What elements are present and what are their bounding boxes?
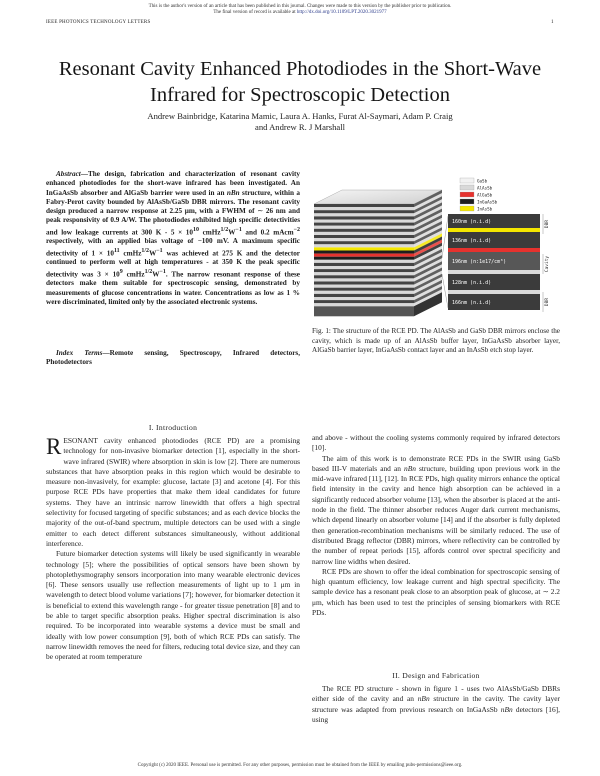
legend-swatch — [460, 192, 474, 197]
layer-stack — [314, 190, 442, 316]
legend-label: GaSb — [477, 178, 488, 184]
abstract-exp: −1 — [156, 247, 163, 254]
abstract-text-5: was achieved at 275 K and the detector continued to perform well at high temperatures - at 350 K the peak specific detectivity was 3 × 10 — [46, 249, 300, 279]
inassb-strip — [448, 228, 540, 232]
algasb-strip — [448, 248, 540, 252]
layer-thickness-label: 128nm (n.i.d) — [452, 280, 492, 286]
region-label: DBR — [545, 219, 550, 229]
material-legend — [460, 178, 498, 212]
stack-layer-front — [314, 282, 414, 285]
stack-layer-front — [314, 220, 414, 223]
layer-thickness-label: 160nm (n.i.d) — [452, 219, 492, 225]
abstract-label: Abstract — [56, 170, 81, 178]
stack-layer-front — [314, 247, 414, 250]
running-head: IEEE PHOTONICS TECHNOLOGY LETTERS — [46, 20, 151, 25]
stack-layer-front — [314, 213, 414, 216]
publication-notice: This is the author's version of an article that has been published in this journal. Changes were made to this version by the publisher prior to publication. — [148, 4, 452, 9]
stack-layer-front — [314, 216, 414, 219]
abstract-text-6: . The narrow resonant response of these detectors make them suitable for spectroscopic sensing, demonstrated by measurements of glucose concentrations in water. Concentrations as low as 1 % were discriminated, limited only by the associated electronic systems. — [46, 270, 300, 307]
substrate-front — [314, 306, 414, 316]
right-column-body — [312, 433, 560, 618]
stack-layer-front — [314, 254, 414, 257]
section-heading-introduction: I. Introduction — [148, 423, 198, 432]
stack-layer-front — [314, 275, 414, 278]
right-paragraph-2 — [312, 454, 560, 567]
stack-layer-front — [314, 288, 414, 291]
abstract-exp: 1/2 — [144, 268, 153, 275]
stack-layer-front — [314, 263, 414, 266]
abstract-nbn: nBn — [226, 188, 240, 197]
stack-layer-front — [314, 285, 414, 288]
device-structure-diagram — [293, 172, 560, 327]
section-heading-design: II. Design and Fabrication — [392, 671, 480, 680]
drop-cap: R — [46, 434, 62, 459]
stack-layer-front — [314, 303, 414, 306]
nbn-term: nBn — [417, 694, 430, 704]
authors-line-2: and Andrew R. J Marshall — [255, 122, 345, 132]
legend-swatch — [460, 206, 474, 211]
final-version-text: The final version of record is available at — [213, 10, 296, 15]
index-terms-label: Index Terms — [56, 349, 103, 357]
layer-thickness-label: 136nm (n.i.d) — [452, 238, 492, 244]
abstract-unit: cmHz — [119, 249, 142, 258]
region-label: Cavity — [545, 255, 550, 273]
stack-layer-front — [314, 269, 414, 272]
abstract-text-3: and 0.2 mAcm — [241, 228, 294, 237]
abstract-text-2: structure, within a Fabry-Perot cavity bounded by AlAsSb/GaSb DBR mirrors. The resonant cavity design produced a narrow response at 2.25 μm, with a FWHM of ∼ 26 nm and peak responsivity of 0.9 A/W. The photodiodes exhibited high specific detectivities and low leakage currents at 300 K - 5 × 10 — [46, 188, 300, 237]
stack-layer-front — [314, 226, 414, 229]
stack-layer-front — [314, 278, 414, 281]
abstract-unit: cmHz — [198, 228, 221, 237]
intro-paragraph-1 — [46, 436, 300, 549]
stack-layer-front — [314, 300, 414, 303]
intro-paragraph-2: Future biomarker detection systems will likely be used significantly in wearable technology [5]; where the possibilities of optical sensors have been shown by photoplethysmography sensors incorporation into many wearable electronic devices [6]. These sensors usually use reflection measurements of light up to 1 μm in wavelength to detect blood volume variations [7]; however, for biomarker detection it is beneficial to extend this wavelength range - for greater tissue penetration [8] and to be able to target specific absorption peaks. Higher spectral discrimination is also required. To be incorporated into wearable systems a device must be small and ideally with low power consumption [9], both of which RCE PDs can satisfy. The narrow linewidth removes the need for filters, reducing total device size, and they can be operated at room temperature — [46, 549, 300, 662]
right-paragraph-1: and above - without the cooling systems commonly required by infrared detectors [10]. — [312, 433, 560, 453]
doi-link[interactable]: http://dx.doi.org/10.1109/LPT.2020.3021977 — [296, 10, 387, 15]
stack-layer-front — [314, 229, 414, 232]
design-paragraph-1 — [312, 684, 560, 725]
abstract-exp: −2 — [293, 226, 300, 233]
index-terms — [46, 349, 300, 368]
design-text-b: structure in the cavity. The cavity layer structure was adapted from previous research on InGaAsSb — [312, 694, 560, 714]
layer-annotations — [442, 214, 550, 312]
legend-swatch — [460, 185, 474, 190]
connector-line — [442, 274, 448, 308]
nbn-term: nBn — [404, 463, 416, 473]
abstract-exp: 1/2 — [141, 247, 150, 254]
legend-swatch — [460, 199, 474, 204]
connector-line — [442, 216, 448, 258]
author-list — [60, 111, 540, 133]
intro-first-word: ESONANT — [63, 436, 98, 445]
stack-layer-front — [314, 272, 414, 275]
layer-thickness-label: 166nm (n.i.d) — [452, 300, 492, 306]
page-number: 1 — [551, 20, 554, 25]
abstract-exp: 9 — [119, 268, 123, 275]
stack-layer-front — [314, 204, 414, 207]
stack-layer-front — [314, 260, 414, 263]
legend-swatch — [460, 178, 474, 183]
stack-layer-front — [314, 238, 414, 241]
aim-text-a: The aim of this work is to demonstrate RCE PDs in the SWIR using GaSb based III-V materials and an — [312, 453, 560, 473]
index-terms-text: —Remote sensing, Spectroscopy, Infrared detectors, Photodetectors — [46, 349, 300, 367]
stack-layer-front — [314, 257, 414, 260]
stack-layer-front — [314, 297, 414, 300]
aim-text-b: structure, building upon previous work in the mid-wave infrared [11], [12]. In RCE PDs, high quality mirrors enhance the optical field intensity in the cavity and hence high absorption can be achieved in a significantly reduced absorber volume [13], when the absorber is placed at the anti-node in the field. The thinner absorber reduces Auger dark current mechanisms, which depend linearly on absorber volume [14] and if the absorber is fully depleted then generation-recombination mechanisms will be similarly reduced. The use of distributed Bragg reflector (DBR) mirrors, where reflectivity can be controlled by the number of repeat periods [15], affords control over spectral specificity and narrow line widths when desired. — [312, 463, 560, 566]
abstract-unit: W — [149, 249, 157, 258]
abstract-exp: 10 — [192, 226, 199, 233]
stack-layer-front — [314, 210, 414, 213]
abstract — [46, 170, 300, 307]
copyright-footer: Copyright (c) 2020 IEEE. Personal use is permitted. For any other purposes, permission must be obtained from the IEEE by emailing pubs-permissions@ieee.org. — [137, 763, 463, 768]
abstract-unit: cmHz — [122, 270, 145, 279]
figure-caption: Fig. 1: The structure of the RCE PD. The AlAsSb and GaSb DBR mirrors enclose the cavity, which is made up of an AlAsSb buffer layer, InGaAsSb absorber layer, AlGaSb barrier layer, InGaAsSb contact layer and an InAsSb etch stop layer. — [312, 327, 560, 355]
authors-line-1: Andrew Bainbridge, Katarina Mamic, Laura A. Hanks, Furat Al-Saymari, Adam P. Craig — [147, 111, 453, 121]
abstract-exp: −1 — [235, 226, 242, 233]
stack-layer-front — [314, 291, 414, 294]
stack-layer-front — [314, 244, 414, 247]
design-body — [312, 684, 560, 725]
intro-text: cavity enhanced photodiodes (RCE PD) are a promising technology for non-invasive biomarker detection [1], especially in the short-wave infrared (SWIR) where absorption in skin is low [2]. There are numerous substances that have absorption peaks in this region which would be desirable to measure non-invasively, for example: glucose, lactate [3] and acetone [4]. For this purpose RCE PDs have properties that make them ideal candidates for future systems. They have an intrinsic narrow linewidth that offers a high spectral selectivity for focused targeting of specific substances; and as each device blocks the majority of the out-of-band spectrum, multiple detectors can be used with a single emitter to each detect different substances simultaneously, without additional interference. — [46, 436, 300, 548]
design-text-c: detectors [16], using — [312, 704, 560, 724]
abstract-unit: W — [228, 228, 236, 237]
abstract-text-1: —The design, fabrication and characterization of resonant cavity enhanced photodiodes for the short-wave infrared has been investigated. An InGaAsSb absorber and AlGaSb barrier were used in an — [46, 170, 300, 197]
final-version-notice — [0, 10, 600, 16]
legend-label: AlAsSb — [477, 185, 493, 191]
stack-layer-front — [314, 232, 414, 235]
stack-layer-front — [314, 207, 414, 210]
stack-layer-front — [314, 266, 414, 269]
abstract-exp: −1 — [159, 268, 166, 275]
legend-label: InAsSb — [477, 206, 493, 212]
stack-layer-front — [314, 223, 414, 226]
alassb-strip — [448, 290, 540, 294]
abstract-text-4: respectively, with an applied bias voltage of −100 mV. A maximum specific detectivity of 1 × 10 — [46, 237, 300, 258]
region-label: DBR — [545, 297, 550, 307]
stack-layer-front — [314, 294, 414, 297]
abstract-exp: 11 — [113, 247, 120, 254]
legend-label: InGaAsSb — [477, 199, 498, 205]
introduction-body — [46, 436, 300, 663]
stack-layer-front — [314, 251, 414, 254]
stack-layer-front — [314, 241, 414, 244]
alassb-strip — [448, 270, 540, 274]
legend-label: AlGaSb — [477, 192, 493, 198]
design-text-a: The RCE PD structure - shown in figure 1 - uses two AlAsSb/GaSb DBRs either side of the cavity and an — [312, 684, 560, 704]
layer-thickness-label: 196nm (n:1e17/cm³) — [452, 259, 507, 265]
nbn-term: nBn — [500, 704, 513, 714]
device-structure-figure — [293, 172, 560, 442]
abstract-exp: 1/2 — [220, 226, 229, 233]
abstract-unit: W — [152, 270, 160, 279]
right-paragraph-3: RCE PDs are shown to offer the ideal combination for spectroscopic sensing of high quantum efficiency, low leakage current and high spectral specificity. The sample device has a resonant peak close to an absorption peak of glucose, at ∼ 2.2 μm, which has been used to test the principles of sensing biomarkers with RCE PDs. — [312, 566, 560, 618]
stack-layer-front — [314, 235, 414, 238]
paper-title: Resonant Cavity Enhanced Photodiodes in the Short-Wave Infrared for Spectroscopic Detection — [58, 58, 542, 106]
